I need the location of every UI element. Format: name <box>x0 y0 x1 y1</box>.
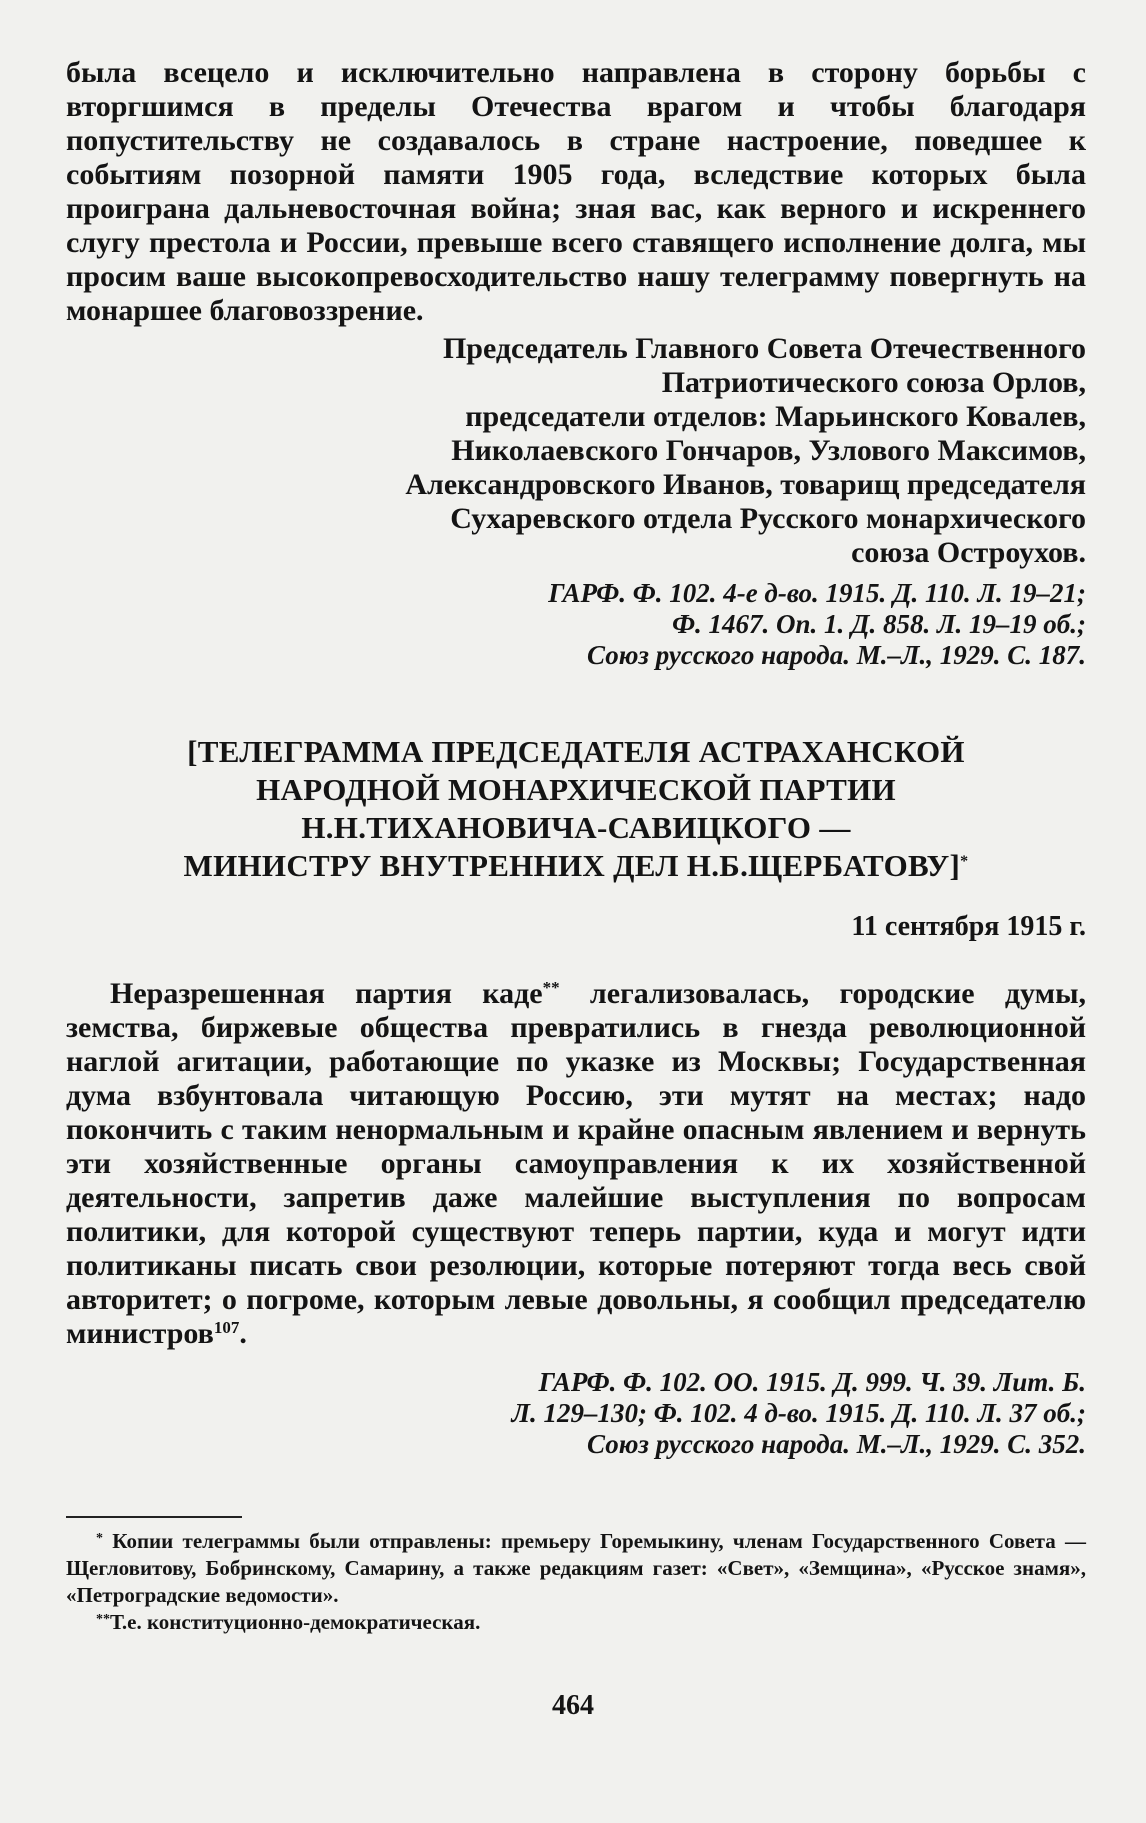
previous-letter-signature <box>66 332 1086 570</box>
signature-line: Александровского Иванов, товарищ председателя <box>405 468 1086 501</box>
page-number: 464 <box>552 1690 594 1721</box>
footnote <box>66 1528 1086 1609</box>
footnote-marker: ** <box>542 978 560 997</box>
signature-line: Председатель Главного Совета Отечественного <box>442 332 1086 365</box>
footnote-marker: * <box>96 1531 103 1546</box>
heading-line: Н.Н.ТИХАНОВИЧА-САВИЦКОГО — <box>301 810 851 845</box>
footnote-marker: * <box>960 853 969 870</box>
heading-line: НАРОДНОЙ МОНАРХИЧЕСКОЙ ПАРТИИ <box>256 772 896 807</box>
heading-line-text: МИНИСТРУ ВНУТРЕННИХ ДЕЛ Н.Б.ЩЕРБАТОВУ] <box>183 848 961 883</box>
footnote-divider <box>66 1516 242 1518</box>
signature-line: председатели отделов: Марьинского Ковалев, <box>465 400 1086 433</box>
document-heading <box>66 733 1086 885</box>
source-line: ГАРФ. Ф. 102. 4-е д-во. 1915. Д. 110. Л. 19–21; <box>548 578 1086 608</box>
footnote-text: Т.е. конституционно-демократическая. <box>110 1610 481 1634</box>
signature-line: союза Остроухов. <box>851 536 1086 569</box>
source-line: Союз русского народа. М.–Л., 1929. С. 352. <box>587 1429 1086 1459</box>
footnote-marker: ** <box>96 1612 110 1627</box>
heading-line <box>66 847 1086 885</box>
document-date: 11 сентября 1915 г. <box>851 911 1086 942</box>
source-line: ГАРФ. Ф. 102. ОО. 1915. Д. 999. Ч. 39. Лит. Б. <box>538 1367 1086 1397</box>
body-text: легализовалась, городские думы, земства, биржевые общества превратились в гнезда революционной наглой агитации, работающие по указке из Москвы; Государственная дума взбунтовала читающую Россию, эти мутят на местах; надо покончить с таким ненормальным и крайне опасным явлением и вернуть эти хозяйственные органы самоуправления к их хозяйственной деятельности, запретив даже малейшие выступления по вопросам политики, для которой существуют теперь партии, куда и могут идти политиканы писать свои резолюции, которые потеряют тогда весь свой авторитет; о погроме, которым левые довольны, я сообщил председателю министров <box>66 977 1087 1350</box>
footnote <box>66 1609 1086 1636</box>
footnotes <box>66 1528 1086 1636</box>
previous-letter-text: была всецело и исключительно направлена в сторону борьбы с вторгшимся в пределы Отечества врагом и чтобы благодаря попустительству не создавалось в стране настроение, поведшее к событиям позорной памяти 1905 года, вследствие которых была проиграна дальневосточная война; зная вас, как верного и искреннего слугу престола и России, превыше всего ставящего исполнение долга, мы просим ваше высокопревосходительство нашу телеграмму повергнуть на монаршее благовоззрение. <box>66 56 1086 327</box>
body-text: . <box>239 1317 247 1350</box>
footnote-text: Копии телеграммы были отправлены: премьеру Горемыкину, членам Государственного Совета — Щегловитову, Бобринскому, Самарину, а также редакциям газет: «Свет», «Земщина», «Русское знамя», «Петроградские ведомости». <box>66 1529 1086 1607</box>
endnote-marker: 107 <box>213 1318 240 1337</box>
telegram-source <box>66 1367 1086 1460</box>
previous-letter-source <box>66 578 1086 671</box>
page-content <box>66 56 1086 1460</box>
source-line: Союз русского народа. М.–Л., 1929. С. 187. <box>587 640 1086 670</box>
telegram-body <box>66 977 1086 1351</box>
heading-line: [ТЕЛЕГРАММА ПРЕДСЕДАТЕЛЯ АСТРАХАНСКОЙ <box>187 734 965 769</box>
source-line: Ф. 1467. Оп. 1. Д. 858. Л. 19–19 об.; <box>672 609 1086 639</box>
signature-line: Николаевского Гончаров, Узлового Максимов, <box>451 434 1086 467</box>
signature-line: Сухаревского отдела Русского монархического <box>450 502 1086 535</box>
signature-line: Патриотического союза Орлов, <box>661 366 1086 399</box>
source-line: Л. 129–130; Ф. 102. 4 д-во. 1915. Д. 110. Л. 37 об.; <box>511 1398 1086 1428</box>
body-text: Неразрешенная партия каде <box>110 977 543 1010</box>
